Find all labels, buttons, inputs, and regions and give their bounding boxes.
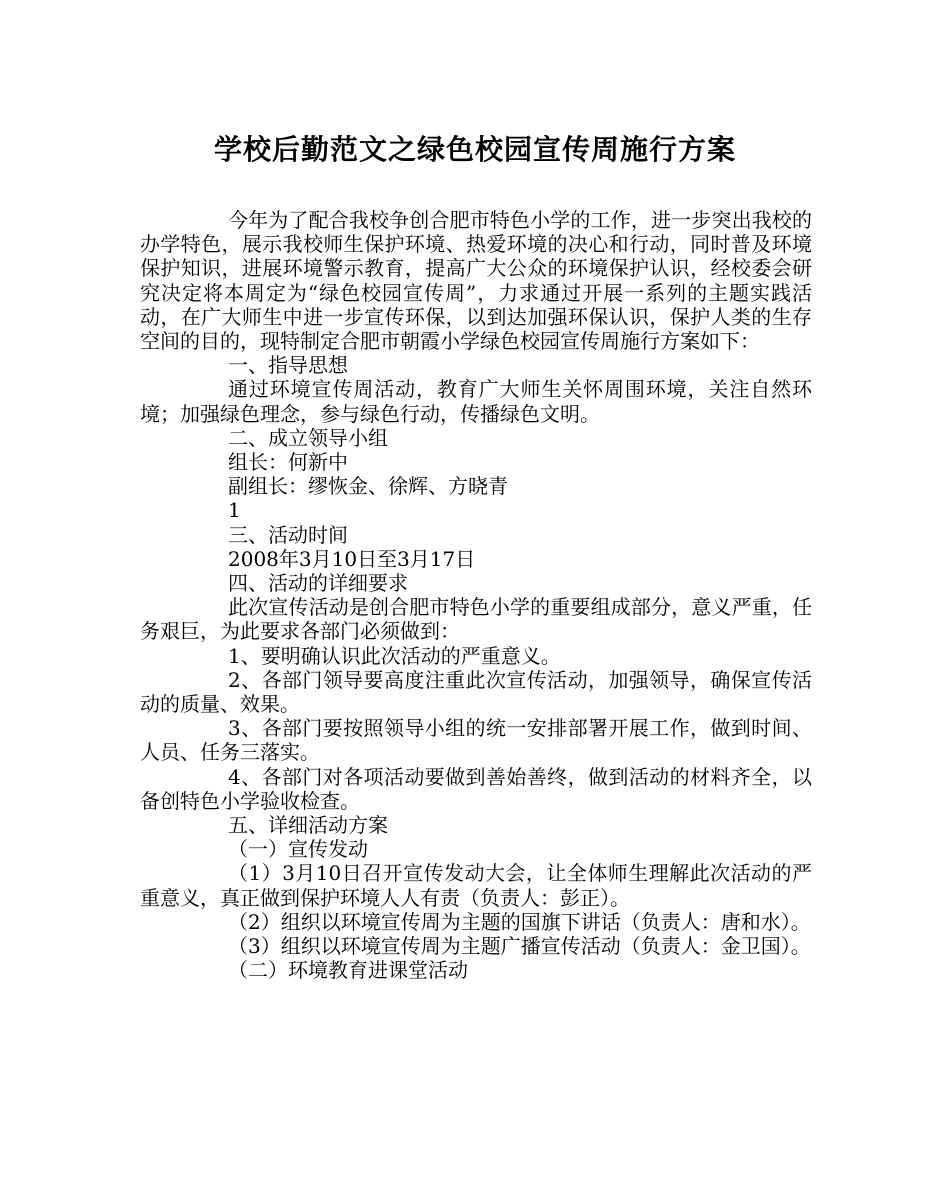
page-number: 1 (228, 498, 241, 523)
publicity-item-1: （1）3月10日召开宣传发动大会，让全体师生理解此次活动的严重意义，真正做到保护环境人人有责（负责人：彭正）。 (140, 861, 812, 910)
heading-guiding-ideology: 一、指导思想 (228, 353, 348, 378)
heading-activity-plan: 五、详细活动方案 (228, 813, 388, 838)
paragraph-deputy-leaders: 副组长：缪恢金、徐辉、方晓青 (228, 474, 508, 499)
requirement-item-3: 3、各部门要按照领导小组的统一安排部署开展工作，做到时间、人员、任务三落实。 (140, 716, 812, 765)
publicity-item-2: （2）组织以环境宣传周为主题的国旗下讲话（负责人：唐和水）。 (228, 909, 811, 934)
subheading-classroom-activities: （二）环境教育进课堂活动 (228, 958, 468, 983)
paragraph-group-leader: 组长：何新中 (228, 450, 348, 475)
paragraph-guiding-ideology: 通过环境宣传周活动，教育广大师生关怀周围环境，关注自然环境；加强绿色理念，参与绿色行动，传播绿色文明。 (140, 377, 812, 426)
paragraph-intro: 今年为了配合我校争创合肥市特色小学的工作，进一步突出我校的办学特色，展示我校师生保护环境、热爱环境的决心和行动，同时普及环境保护知识，进展环境警示教育，提高广大公众的环境保护认识，经校委会研究决定将本周定为“绿色校园宣传周”，力求通过开展一系列的主题实践活动，在广大师生中进一步宣传环保，以到达加强环保认识，保护人类的生存空间的目的，现特制定合肥市朝霞小学绿色校园宣传周施行方案如下： (140, 208, 812, 354)
paragraph-activity-dates: 2008年3月10日至3月17日 (228, 546, 476, 571)
paragraph-requirements-intro: 此次宣传活动是创合肥市特色小学的重要组成部分，意义严重，任务艰巨，为此要求各部门必须做到： (140, 595, 812, 644)
heading-activity-time: 三、活动时间 (228, 522, 348, 547)
document-body (140, 208, 812, 983)
requirement-item-2: 2、各部门领导要高度注重此次宣传活动，加强领导，确保宣传活动的质量、效果。 (140, 667, 812, 717)
requirement-item-4: 4、各部门对各项活动要做到善始善终，做到活动的材料齐全，以备创特色小学验收检查。 (140, 764, 812, 813)
publicity-item-3: （3）组织以环境宣传周为主题广播宣传活动（负责人：金卫国）。 (228, 934, 811, 959)
document-title: 学校后勤范文之绿色校园宣传周施行方案 (213, 133, 736, 166)
heading-leadership-group: 二、成立领导小组 (228, 425, 388, 450)
heading-requirements: 四、活动的详细要求 (228, 571, 408, 596)
requirement-item-1: 1、要明确认识此次活动的严重意义。 (228, 643, 561, 668)
subheading-publicity: （一）宣传发动 (228, 837, 368, 862)
